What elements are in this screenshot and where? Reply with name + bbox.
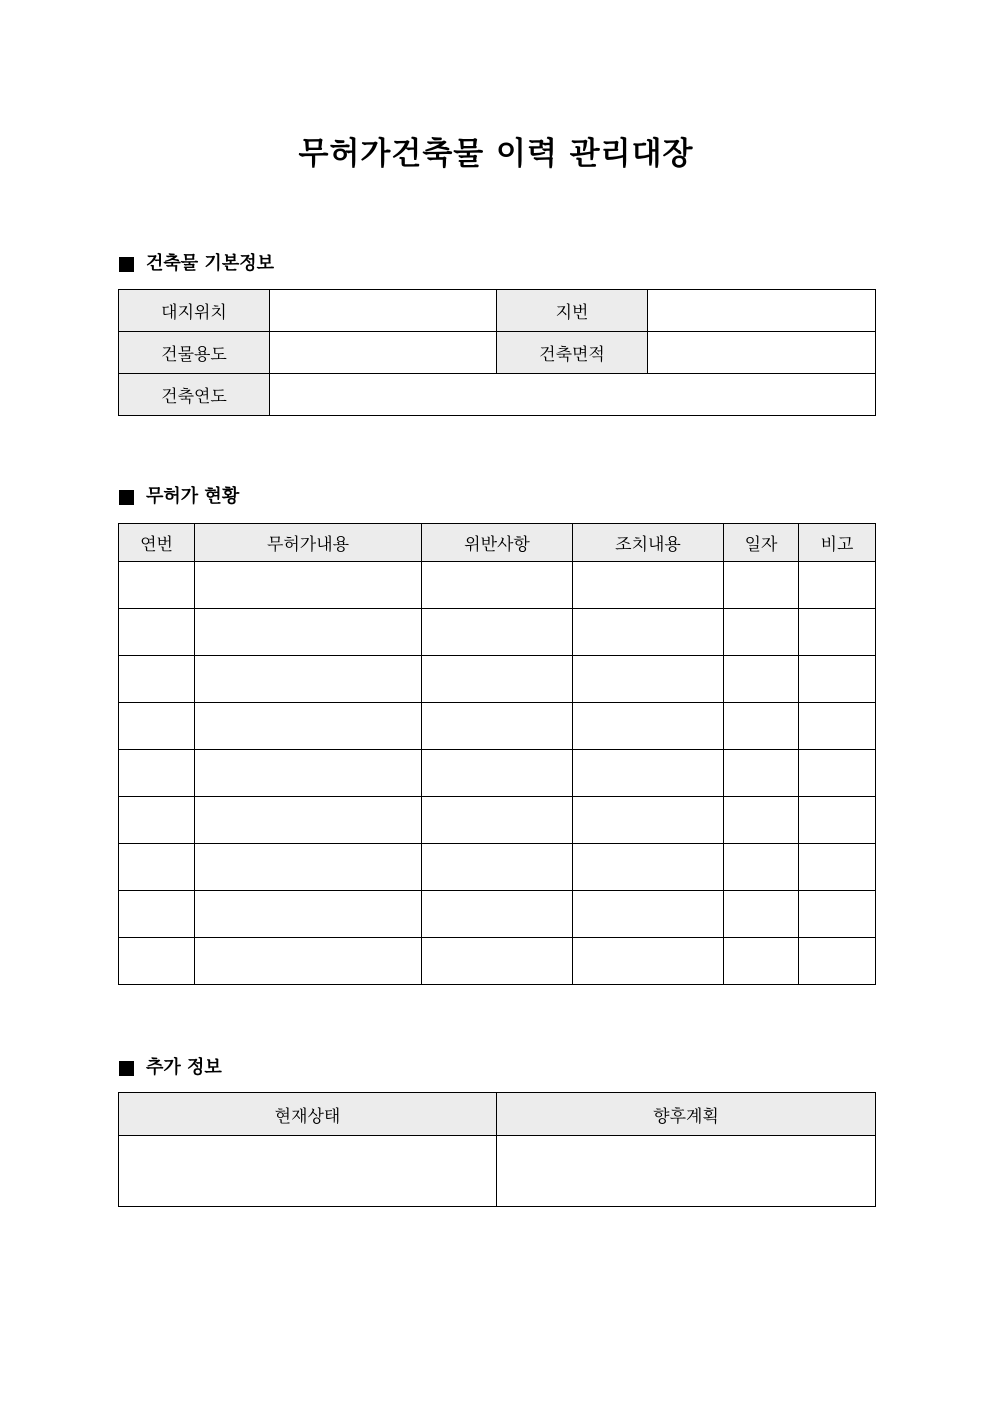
column-header-remarks: 비고 bbox=[799, 524, 876, 562]
table-row bbox=[119, 656, 876, 703]
violation-cell[interactable] bbox=[422, 609, 573, 656]
serial-cell[interactable] bbox=[119, 609, 195, 656]
violation-cell[interactable] bbox=[422, 844, 573, 891]
date-cell[interactable] bbox=[724, 797, 799, 844]
current-status-field[interactable] bbox=[119, 1136, 497, 1207]
table-row bbox=[119, 703, 876, 750]
unpermitted-status-table bbox=[118, 523, 876, 985]
table-row bbox=[119, 750, 876, 797]
square-bullet-icon bbox=[119, 1061, 134, 1076]
violation-cell[interactable] bbox=[422, 938, 573, 985]
violation-cell[interactable] bbox=[422, 891, 573, 938]
table-row bbox=[119, 609, 876, 656]
violation-cell[interactable] bbox=[422, 750, 573, 797]
action-cell[interactable] bbox=[573, 938, 724, 985]
square-bullet-icon bbox=[119, 257, 134, 272]
table-row bbox=[119, 797, 876, 844]
basic-info-table bbox=[118, 289, 876, 416]
date-cell[interactable] bbox=[724, 703, 799, 750]
date-cell[interactable] bbox=[724, 938, 799, 985]
remarks-cell[interactable] bbox=[799, 797, 876, 844]
remarks-cell[interactable] bbox=[799, 703, 876, 750]
unpermitted-content-cell[interactable] bbox=[195, 797, 422, 844]
remarks-cell[interactable] bbox=[799, 656, 876, 703]
date-cell[interactable] bbox=[724, 609, 799, 656]
action-cell[interactable] bbox=[573, 797, 724, 844]
violation-cell[interactable] bbox=[422, 797, 573, 844]
unpermitted-content-cell[interactable] bbox=[195, 703, 422, 750]
document-title: 무허가건축물 이력 관리대장 bbox=[298, 136, 694, 172]
lot-number-field[interactable] bbox=[648, 290, 876, 332]
table-row bbox=[119, 332, 876, 374]
table-row bbox=[119, 374, 876, 416]
column-header-serial: 연번 bbox=[119, 524, 195, 562]
construction-year-field[interactable] bbox=[270, 374, 876, 416]
serial-cell[interactable] bbox=[119, 891, 195, 938]
table-row bbox=[119, 938, 876, 985]
table-row bbox=[119, 844, 876, 891]
section-heading-label: 추가 정보 bbox=[146, 1057, 222, 1078]
serial-cell[interactable] bbox=[119, 750, 195, 797]
action-cell[interactable] bbox=[573, 844, 724, 891]
building-area-field[interactable] bbox=[648, 332, 876, 374]
violation-cell[interactable] bbox=[422, 703, 573, 750]
unpermitted-content-cell[interactable] bbox=[195, 844, 422, 891]
violation-cell[interactable] bbox=[422, 656, 573, 703]
serial-cell[interactable] bbox=[119, 656, 195, 703]
table-header-row bbox=[119, 1093, 876, 1136]
unpermitted-content-cell[interactable] bbox=[195, 609, 422, 656]
section-heading-label: 무허가 현황 bbox=[146, 486, 240, 507]
remarks-cell[interactable] bbox=[799, 891, 876, 938]
table-header-row bbox=[119, 524, 876, 562]
column-header-violation: 위반사항 bbox=[422, 524, 573, 562]
serial-cell[interactable] bbox=[119, 562, 195, 609]
unpermitted-content-cell[interactable] bbox=[195, 938, 422, 985]
remarks-cell[interactable] bbox=[799, 750, 876, 797]
unpermitted-content-cell[interactable] bbox=[195, 750, 422, 797]
extra-info-table bbox=[118, 1092, 876, 1207]
serial-cell[interactable] bbox=[119, 844, 195, 891]
action-cell[interactable] bbox=[573, 891, 724, 938]
table-row bbox=[119, 290, 876, 332]
lot-number-label: 지번 bbox=[497, 290, 648, 332]
action-cell[interactable] bbox=[573, 703, 724, 750]
column-header-date: 일자 bbox=[724, 524, 799, 562]
remarks-cell[interactable] bbox=[799, 562, 876, 609]
column-header-action: 조치내용 bbox=[573, 524, 724, 562]
action-cell[interactable] bbox=[573, 609, 724, 656]
date-cell[interactable] bbox=[724, 656, 799, 703]
section-heading-unpermitted-status bbox=[119, 484, 239, 510]
action-cell[interactable] bbox=[573, 656, 724, 703]
table-row bbox=[119, 891, 876, 938]
serial-cell[interactable] bbox=[119, 938, 195, 985]
remarks-cell[interactable] bbox=[799, 938, 876, 985]
date-cell[interactable] bbox=[724, 891, 799, 938]
unpermitted-content-cell[interactable] bbox=[195, 891, 422, 938]
date-cell[interactable] bbox=[724, 844, 799, 891]
building-area-label: 건축면적 bbox=[497, 332, 648, 374]
column-header-future-plan: 향후계획 bbox=[497, 1093, 876, 1136]
building-use-field[interactable] bbox=[270, 332, 497, 374]
building-use-label: 건물용도 bbox=[119, 332, 270, 374]
site-location-label: 대지위치 bbox=[119, 290, 270, 332]
table-row bbox=[119, 562, 876, 609]
column-header-current-status: 현재상태 bbox=[119, 1093, 497, 1136]
section-heading-label: 건축물 기본정보 bbox=[146, 253, 274, 274]
remarks-cell[interactable] bbox=[799, 609, 876, 656]
date-cell[interactable] bbox=[724, 750, 799, 797]
future-plan-field[interactable] bbox=[497, 1136, 876, 1207]
unpermitted-content-cell[interactable] bbox=[195, 656, 422, 703]
unpermitted-content-cell[interactable] bbox=[195, 562, 422, 609]
action-cell[interactable] bbox=[573, 562, 724, 609]
serial-cell[interactable] bbox=[119, 703, 195, 750]
table-row bbox=[119, 1136, 876, 1207]
square-bullet-icon bbox=[119, 490, 134, 505]
serial-cell[interactable] bbox=[119, 797, 195, 844]
remarks-cell[interactable] bbox=[799, 844, 876, 891]
date-cell[interactable] bbox=[724, 562, 799, 609]
section-heading-basic-info bbox=[119, 251, 274, 277]
violation-cell[interactable] bbox=[422, 562, 573, 609]
action-cell[interactable] bbox=[573, 750, 724, 797]
site-location-field[interactable] bbox=[270, 290, 497, 332]
section-heading-extra-info bbox=[119, 1055, 222, 1081]
column-header-unpermitted-content: 무허가내용 bbox=[195, 524, 422, 562]
construction-year-label: 건축연도 bbox=[119, 374, 270, 416]
